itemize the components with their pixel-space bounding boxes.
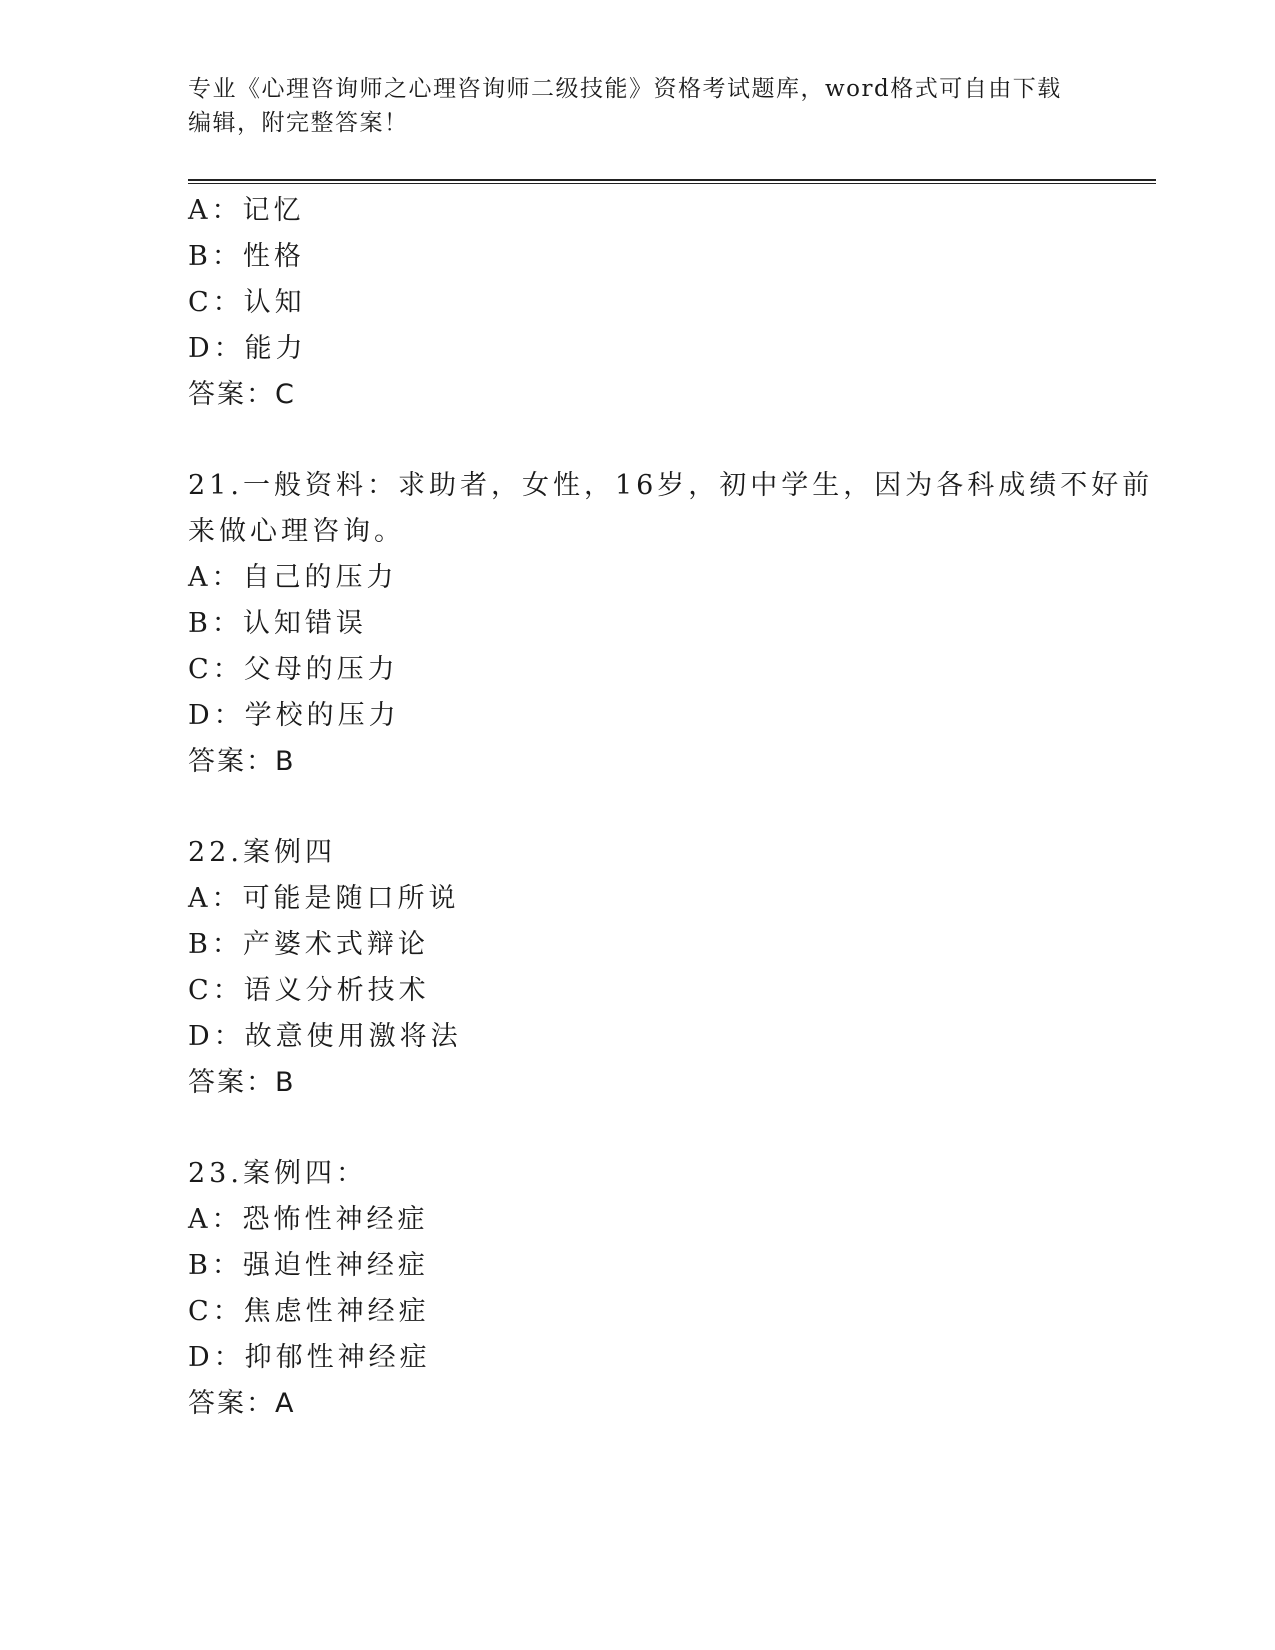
option-c: C：父母的压力 bbox=[188, 654, 399, 685]
option-a: A：可能是随口所说 bbox=[188, 883, 460, 914]
header-line-1: 专业《心理咨询师之心理咨询师二级技能》资格考试题库，word格式可自由下载 bbox=[188, 76, 1062, 102]
header-line-2: 编辑，附完整答案！ bbox=[188, 110, 409, 136]
document-header bbox=[188, 72, 1088, 140]
spacer bbox=[188, 785, 1088, 830]
answer-line: 答案：B bbox=[188, 1067, 296, 1098]
question-stem: 23.案例四： bbox=[188, 1158, 367, 1189]
spacer bbox=[188, 1106, 1088, 1151]
option-d: D：学校的压力 bbox=[188, 700, 400, 731]
spacer bbox=[188, 418, 1088, 463]
option-b: B：强迫性神经症 bbox=[188, 1250, 429, 1281]
question-content bbox=[188, 188, 1154, 1427]
option-a: A：恐怖性神经症 bbox=[188, 1204, 429, 1235]
question-21 bbox=[188, 463, 1154, 785]
question-23 bbox=[188, 1151, 1088, 1427]
header-divider-thick bbox=[188, 179, 1156, 181]
answer-line: 答案：C bbox=[188, 379, 296, 410]
question-stem: 22.案例四 bbox=[188, 837, 336, 868]
question-22 bbox=[188, 830, 1088, 1106]
option-a: A：自己的压力 bbox=[188, 562, 398, 593]
option-b: B：产婆术式辩论 bbox=[188, 929, 429, 960]
answer-line: 答案：B bbox=[188, 746, 296, 777]
option-b: B：认知错误 bbox=[188, 608, 367, 639]
question-stem-continued: 来做心理咨询。 bbox=[188, 516, 405, 547]
question-stem: 21.一般资料：求助者，女性，16岁，初中学生，因为各科成绩不好前 bbox=[188, 470, 1154, 501]
option-b: B：性格 bbox=[188, 241, 305, 272]
question-20 bbox=[188, 188, 1088, 418]
option-c: C：认知 bbox=[188, 287, 306, 318]
option-d: D：抑郁性神经症 bbox=[188, 1342, 431, 1373]
header-divider-thin bbox=[188, 183, 1156, 184]
option-c: C：焦虑性神经症 bbox=[188, 1296, 430, 1327]
option-c: C：语义分析技术 bbox=[188, 975, 430, 1006]
answer-line: 答案：A bbox=[188, 1388, 296, 1419]
option-d: D：故意使用激将法 bbox=[188, 1021, 462, 1052]
option-a: A：记忆 bbox=[188, 195, 305, 226]
option-d: D：能力 bbox=[188, 333, 307, 364]
